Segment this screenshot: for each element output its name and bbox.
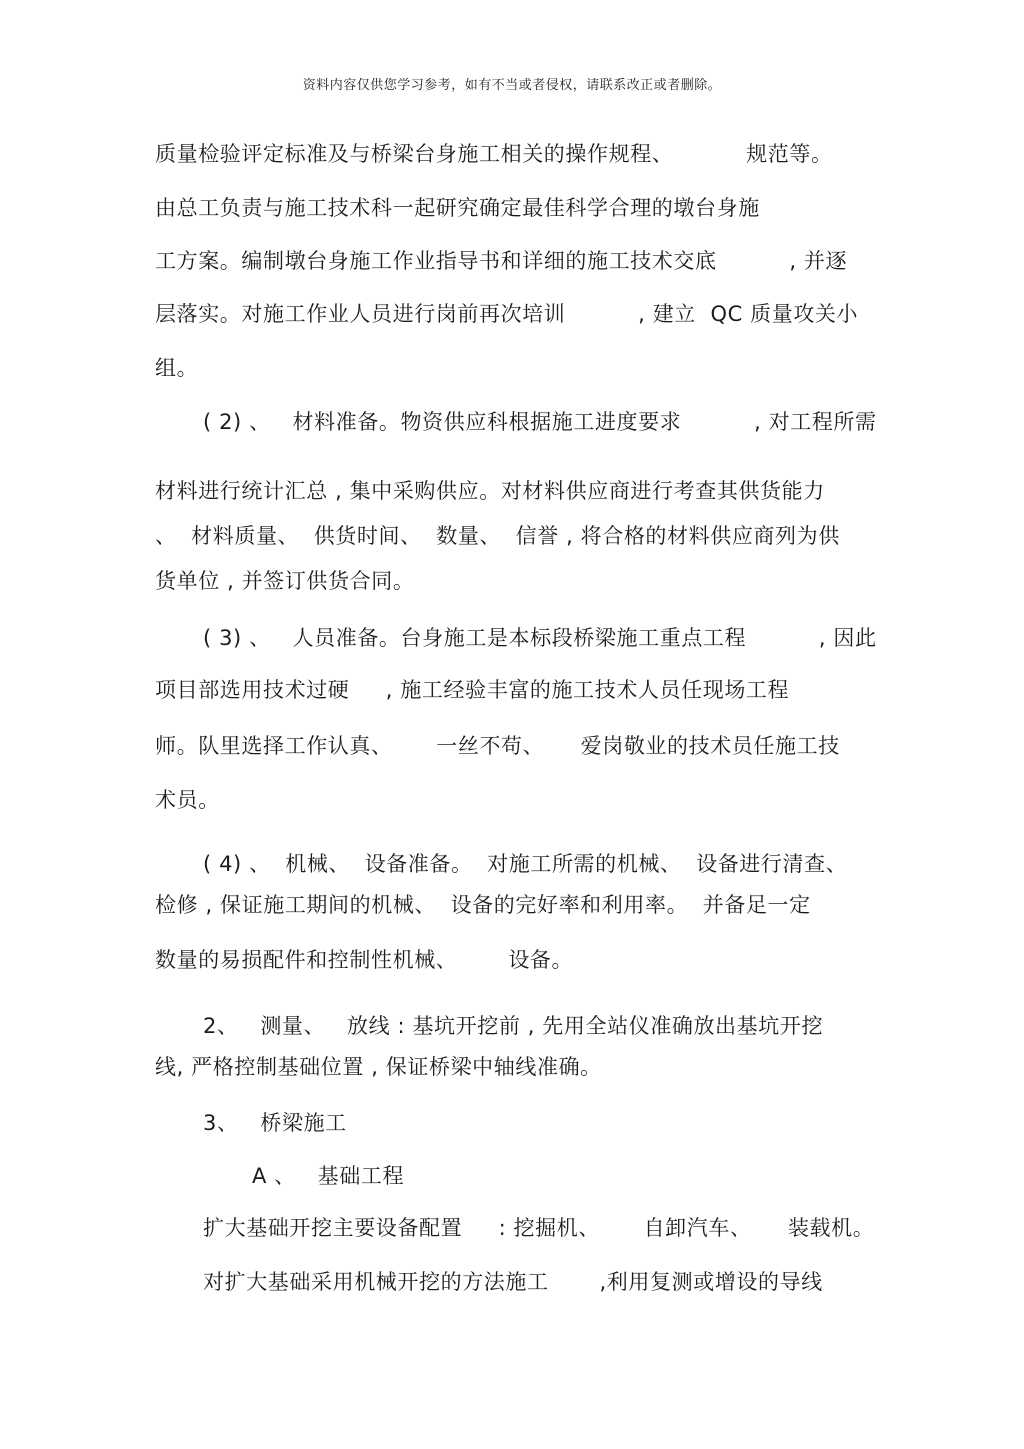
body-line: 项目部选用技术过硬 , 施工经验丰富的施工技术人员任现场工程 xyxy=(155,678,790,702)
body-line: 由总工负责与施工技术科一起研究确定最佳科学合理的墩台身施 xyxy=(155,196,760,220)
body-line: ( 2) 、 材料准备。物资供应科根据施工进度要求 , 对工程所需 xyxy=(203,410,877,434)
body-line: 货单位 , 并签订供货合同。 xyxy=(155,569,415,593)
body-line: 线, 严格控制基础位置 , 保证桥梁中轴线准确。 xyxy=(155,1055,602,1079)
body-line: 数量的易损配件和控制性机械、 设备。 xyxy=(155,948,574,972)
body-line: 层落实。对施工作业人员进行岗前再次培训 , 建立 QC 质量攻关小 xyxy=(155,302,859,326)
section-heading: 3、 桥梁施工 xyxy=(203,1111,347,1135)
body-line: 工方案。编制墩台身施工作业指导书和详细的施工技术交底 , 并逐 xyxy=(155,249,848,273)
body-line: 师。队里选择工作认真、 一丝不苟、 爱岗敬业的技术员任施工技 xyxy=(155,734,840,758)
body-line: 、 材料质量、 供货时间、 数量、 信誉 , 将合格的材料供应商列为供 xyxy=(155,524,840,548)
body-line: 组。 xyxy=(155,356,199,380)
subsection-heading: A 、 基础工程 xyxy=(252,1164,405,1188)
body-line: 质量检验评定标准及与桥梁台身施工相关的操作规程、 规范等。 xyxy=(155,142,833,166)
body-line: ( 4) 、 机械、 设备准备。 对施工所需的机械、 设备进行清查、 xyxy=(203,852,848,876)
body-line: 材料进行统计汇总 , 集中采购供应。对材料供应商进行考查其供货能力 xyxy=(155,479,825,503)
body-line: 检修 , 保证施工期间的机械、 设备的完好率和利用率。 并备足一定 xyxy=(155,893,811,917)
body-line: 2、 测量、 放线 : 基坑开挖前 , 先用全站仪准确放出基坑开挖 xyxy=(203,1014,824,1038)
body-line: 扩大基础开挖主要设备配置 : 挖掘机、 自卸汽车、 装载机。 xyxy=(203,1216,875,1240)
page-disclaimer: 资料内容仅供您学习参考，如有不当或者侵权，请联系改正或者删除。 xyxy=(302,78,722,93)
body-line: 对扩大基础采用机械开挖的方法施工 ,利用复测或增设的导线 xyxy=(203,1270,823,1294)
body-line: ( 3) 、 人员准备。台身施工是本标段桥梁施工重点工程 , 因此 xyxy=(203,626,877,650)
body-line: 术员。 xyxy=(155,788,220,812)
